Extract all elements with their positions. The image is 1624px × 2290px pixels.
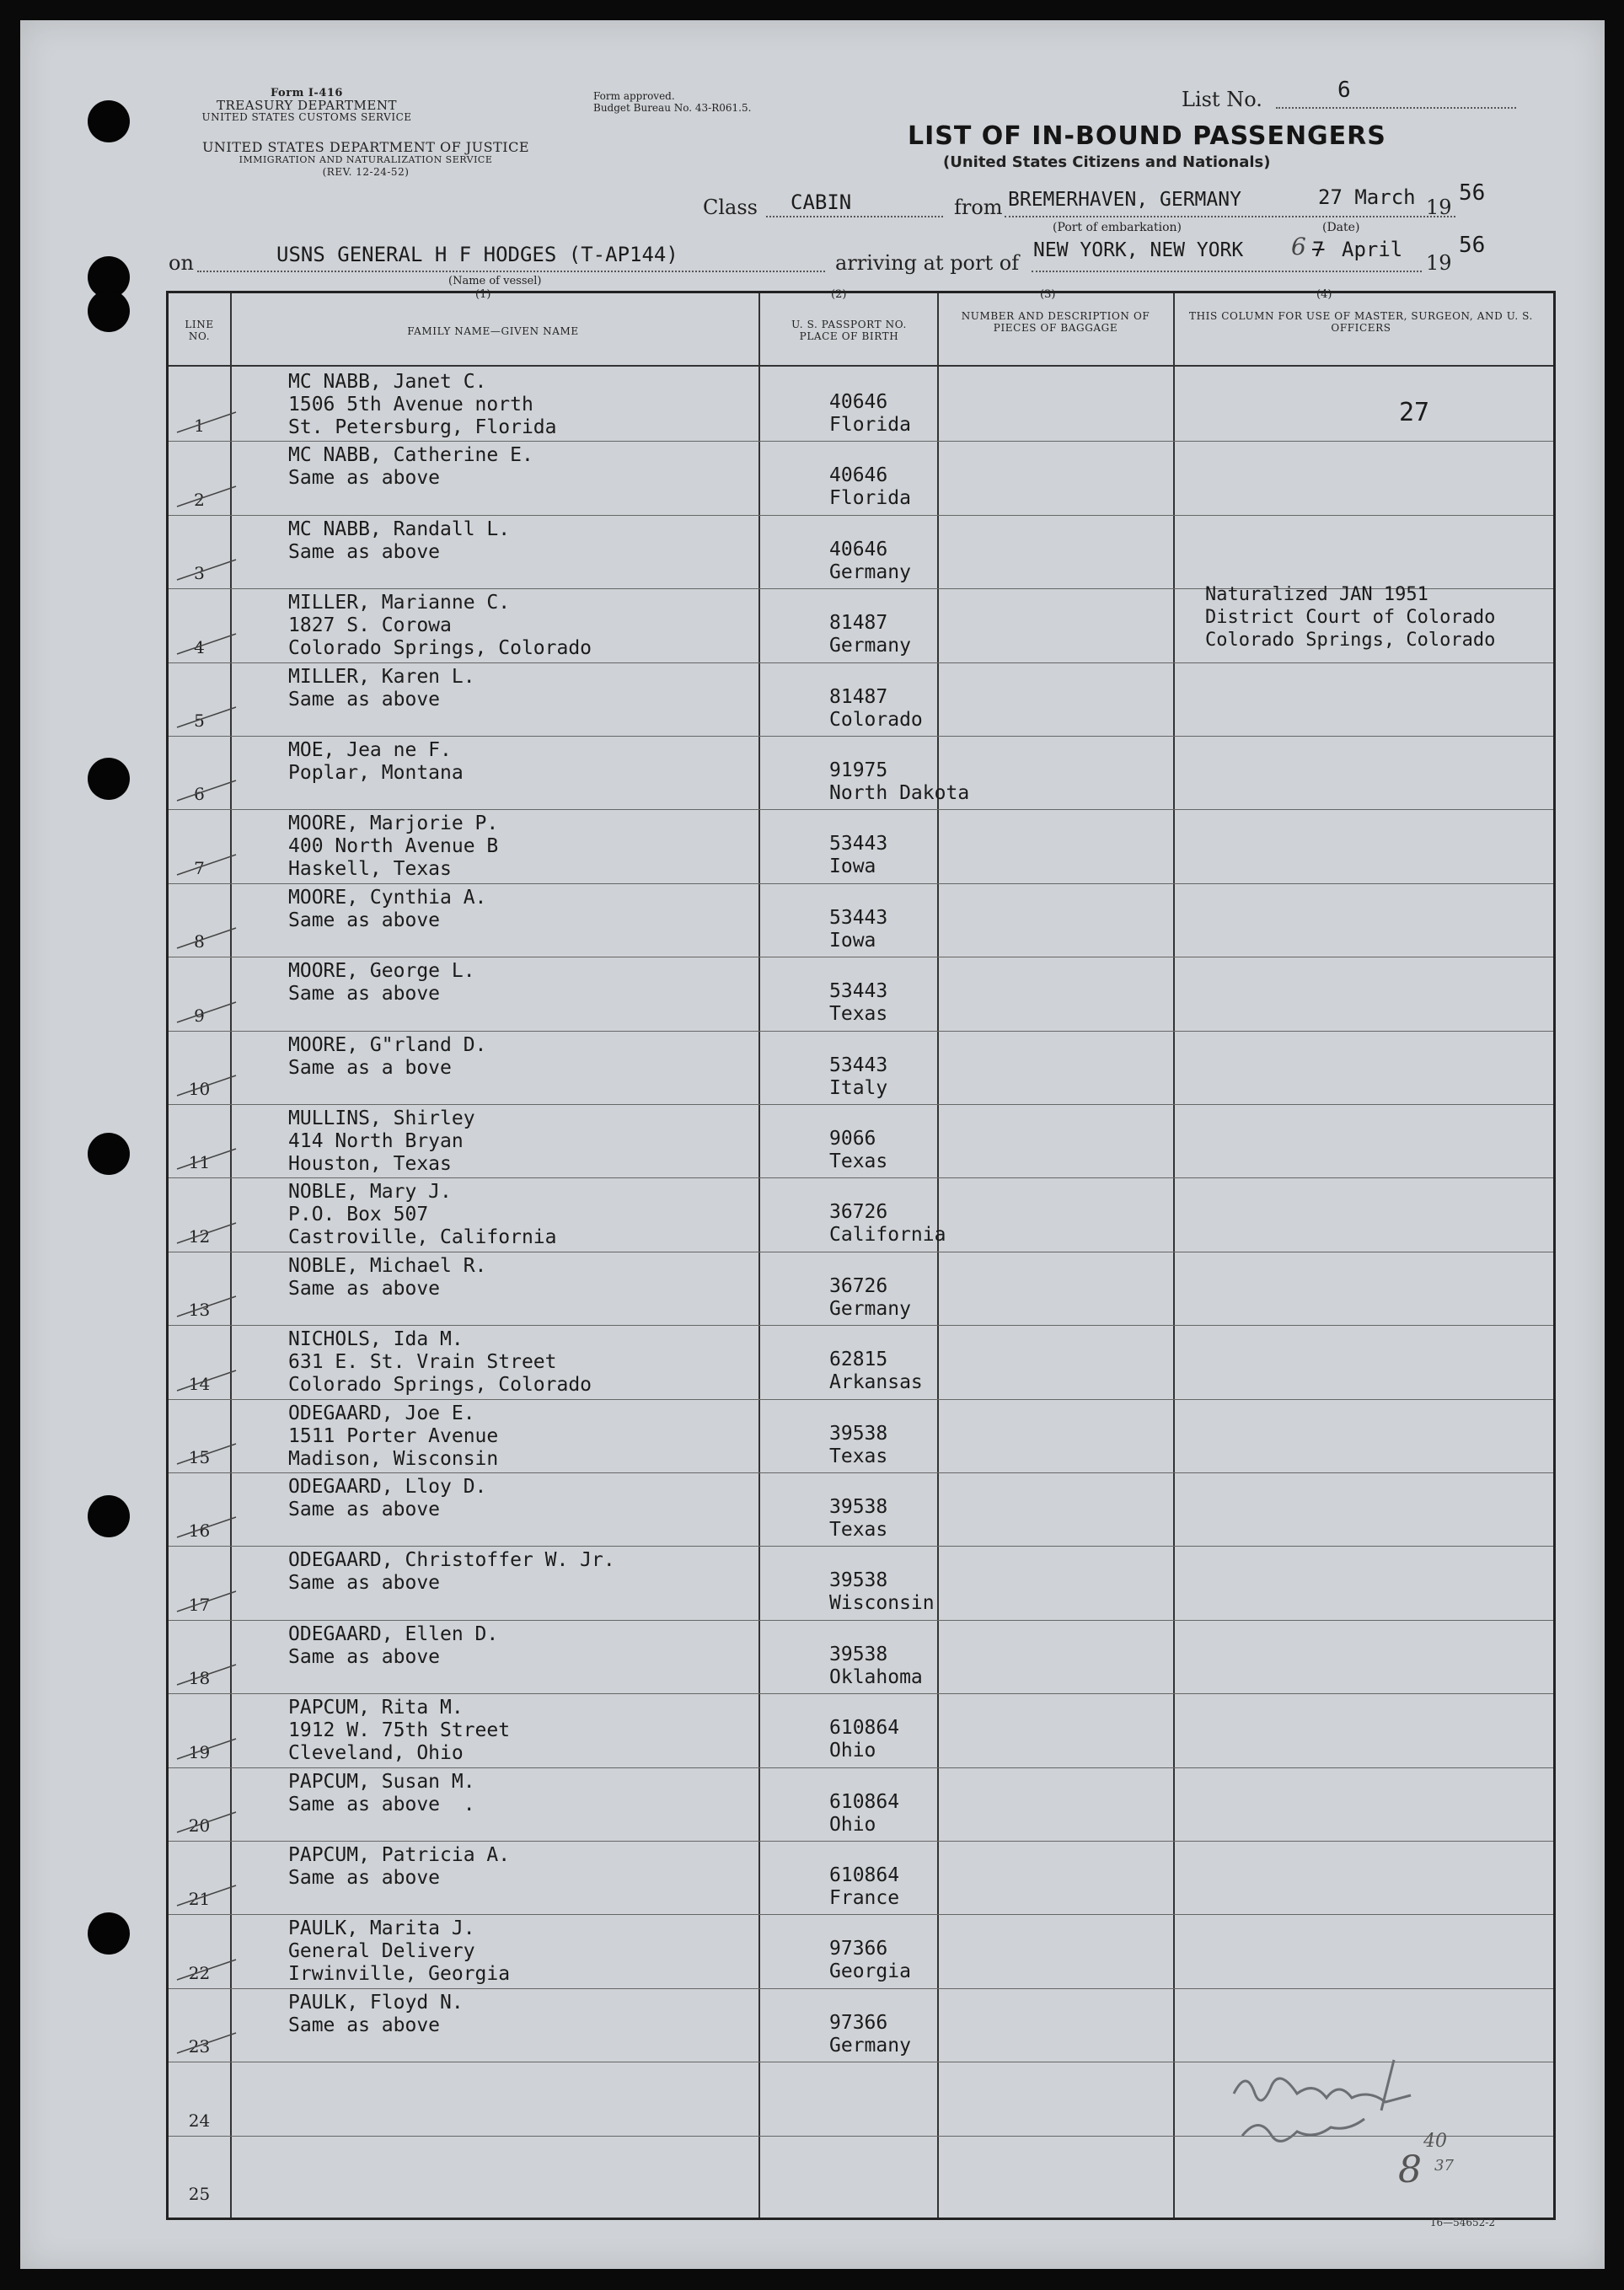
row-rule [169,1546,1553,1547]
col-header-passport: U. S. PASSPORT NO. PLACE OF BIRTH [791,319,907,342]
passport-birthplace [829,1128,887,1173]
check-tick [173,1805,240,1839]
place-of-birth: Ohio [829,1813,876,1836]
passenger-address-line: Colorado Springs, Colorado [288,1374,592,1397]
passenger-address-line: 1511 Porter Avenue [288,1424,499,1447]
passport-number: 610864 [829,1717,900,1740]
passenger-name-address [288,518,510,564]
col-caption-1: (1) [475,288,491,301]
list-no-label: List No. [1182,88,1262,111]
punch-hole [88,1495,130,1537]
passenger-address-line: Cleveland, Ohio [288,1742,464,1765]
line-number: 25 [188,2184,211,2204]
vessel-name: USNS GENERAL H F HODGES (T-AP144) [276,243,678,266]
passenger-address-line: 1827 S. Corowa [288,614,452,637]
header-rule [169,365,1553,367]
check-tick [173,480,240,513]
passenger-name-address [288,887,486,932]
passport-birthplace [829,1791,899,1837]
passenger-name-address [288,1255,486,1301]
row-rule [169,1767,1553,1768]
passport-number: 39538 [829,1422,888,1445]
place-of-birth: Germany [829,635,911,657]
passenger-name-address [288,1992,464,2037]
passport-number: 610864 [829,1790,900,1813]
passenger-name-address [288,1476,486,1521]
row-rule [169,1472,1553,1473]
passenger-name: MOE, Jea ne F. [288,739,452,761]
passenger-name-address [288,1697,510,1765]
passenger-name: MC NABB, Janet C. [288,371,487,393]
passenger-name: PAPCUM, Patricia A. [288,1844,511,1866]
place-of-birth: Germany [829,2034,911,2057]
arrival-day-struck: 7 [1312,238,1325,261]
line-number: 5 [194,711,205,731]
place-of-birth: Iowa [829,855,876,878]
approval-block [593,90,751,114]
check-tick [173,1216,240,1250]
arrival-day-handwritten: 6 [1291,233,1306,260]
passenger-address-line: Poplar, Montana [288,762,464,784]
place-of-birth: Colorado [829,708,923,731]
passenger-address-line: Houston, Texas [288,1153,452,1175]
passport-number: 36726 [829,1274,888,1297]
line-number: 1 [194,416,205,437]
passenger-address-line: Same as above . [288,1793,475,1815]
passport-birthplace [829,1423,887,1468]
passport-birthplace [829,1275,911,1321]
passenger-address-line: Irwinville, Georgia [288,1963,511,1986]
passenger-address-line: P.O. Box 507 [288,1204,429,1226]
col-header-officers: THIS COLUMN FOR USE OF MASTER, SURGEON, AND U. S. OFFICERS [1189,310,1533,334]
arriving-label: arriving at port of [835,251,1020,275]
arrival-year: 56 [1459,233,1486,258]
customs: UNITED STATES CUSTOMS SERVICE [201,111,412,123]
punch-hole [88,1912,130,1955]
passport-birthplace [829,1717,899,1762]
place-of-birth: Italy [829,1076,888,1099]
check-tick [173,1142,240,1176]
col-caption-4: (4) [1316,288,1332,301]
row-rule [169,736,1553,737]
arrival-port: NEW YORK, NEW YORK [1033,239,1244,261]
passenger-name-address [288,1402,498,1471]
passport-birthplace [829,612,911,657]
tally-top: 40 [1423,2131,1447,2152]
list-no-line [1276,107,1516,109]
passenger-name: PAULK, Floyd N. [288,1991,464,2014]
row-rule [169,662,1553,663]
passenger-name-address [288,592,592,660]
passport-birthplace [829,391,911,437]
passenger-address-line: Colorado Springs, Colorado [288,637,592,660]
port-of-embarkation-caption: (Port of embarkation) [1053,221,1182,234]
department: TREASURY DEPARTMENT [217,98,397,113]
check-tick [173,921,240,955]
budget: Budget Bureau No. 43-R061.5. [593,102,752,114]
passport-number: 39538 [829,1496,888,1518]
passenger-name-address [288,1549,615,1595]
passenger-address-line: Same as above [288,909,441,931]
place-of-birth: Germany [829,1297,911,1320]
row-rule [169,1841,1553,1842]
place-of-birth: France [829,1887,900,1909]
passenger-name-address [288,739,464,785]
passenger-name: ODEGAARD, Christoffer W. Jr. [288,1549,615,1572]
col-header-line: LINE NO. [185,319,214,342]
officer-remark: Naturalized JAN 1951 District Court of Colorado Colorado Springs, Colorado [1205,584,1496,652]
passenger-name: PAPCUM, Susan M. [288,1770,475,1793]
check-tick [173,1069,240,1102]
date-caption: (Date) [1322,221,1360,234]
check-tick [173,1879,240,1912]
passenger-table [166,291,1556,2220]
passenger-name-address [288,444,533,490]
class-label: Class [703,196,758,219]
passport-number: 53443 [829,906,888,929]
passenger-name: MC NABB, Catherine E. [288,444,533,467]
passport-number: 40646 [829,464,888,487]
col-caption-2: (2) [831,288,847,301]
place-of-birth: Texas [829,1445,888,1467]
from-label: from [954,196,1003,219]
punch-hole [88,290,130,332]
check-tick [173,1585,240,1618]
row-rule [169,883,1553,884]
check-tick [173,1510,240,1544]
passenger-name: NOBLE, Mary J. [288,1181,452,1204]
passport-number: 53443 [829,1054,888,1076]
line-number: 13 [188,1300,211,1321]
form-id-block [172,88,442,123]
row-rule [169,1988,1553,1989]
embark-year: 56 [1459,180,1486,206]
check-tick [173,1658,240,1692]
passenger-address-line: Same as above [288,688,441,711]
officer-remark: 27 [1399,398,1430,427]
passport-birthplace [829,1864,899,1910]
passport-birthplace [829,833,887,878]
passenger-address-line: Same as above [288,467,441,490]
passport-number: 610864 [829,1864,900,1886]
passenger-address-line: Madison, Wisconsin [288,1447,499,1470]
form-number: Form I-416 [271,87,343,99]
check-tick [173,1364,240,1397]
punch-hole [88,758,130,800]
row-rule [169,441,1553,442]
passenger-name-address [288,1771,475,1816]
passenger-name-address [288,1844,510,1890]
place-of-birth: Georgia [829,1960,911,1983]
row-rule [169,515,1553,516]
passport-number: 36726 [829,1201,888,1224]
check-tick [173,2026,240,2060]
passenger-name: ODEGAARD, Ellen D. [288,1622,499,1645]
line-number: 7 [194,857,205,878]
passenger-address-line: 631 E. St. Vrain Street [288,1351,557,1374]
passport-number: 97366 [829,1938,888,1960]
col-header-name: FAMILY NAME—GIVEN NAME [407,325,579,337]
passenger-name: ODEGAARD, Lloy D. [288,1476,487,1498]
passport-number: 62815 [829,1349,888,1371]
line-number: 19 [188,1741,211,1762]
line-number: 17 [188,1594,211,1615]
subtitle: (United States Citizens and Nationals) [943,153,1271,171]
passenger-name: PAPCUM, Rita M. [288,1697,464,1719]
passenger-name: MILLER, Karen L. [288,665,475,688]
row-rule [169,1914,1553,1915]
line-number: 14 [188,1373,211,1394]
passport-number: 53443 [829,833,888,855]
passenger-address-line: 1506 5th Avenue north [288,394,533,416]
line-number: 3 [194,563,205,584]
place-of-birth: Oklahoma [829,1665,923,1688]
place-of-birth: North Dakota [829,782,970,804]
line-number: 23 [188,2036,211,2057]
place-of-birth: Germany [829,560,911,583]
passport-number: 97366 [829,2011,888,2034]
passport-birthplace [829,464,911,510]
approved: Form approved. [593,90,675,102]
embark-date: 27 March [1318,185,1416,209]
passport-birthplace [829,1938,911,1983]
line-number: 24 [188,2110,211,2131]
check-tick [173,405,240,439]
from-line [1005,216,1455,217]
check-tick [173,1732,240,1766]
passenger-address-line: Same as above [288,1572,441,1595]
passenger-address-line: Same as above [288,1867,441,1889]
passport-birthplace [829,1496,887,1542]
passenger-address-line: Castroville, California [288,1226,557,1249]
passport-number: 39538 [829,1569,888,1592]
passenger-name-address [288,1917,510,1986]
check-tick [173,848,240,882]
passenger-name: ODEGAARD, Joe E. [288,1402,475,1424]
passport-birthplace [829,1201,946,1247]
place-of-birth: Texas [829,1150,888,1172]
row-rule [169,1620,1553,1621]
list-no-value: 6 [1337,78,1351,103]
passenger-name-address [288,812,498,881]
passenger-address-line: Same as above [288,540,441,563]
arrival-month: April [1342,238,1403,261]
passenger-name-address [288,1623,498,1669]
check-tick [173,774,240,807]
line-number: 4 [194,636,205,657]
passenger-name: MOORE, Cynthia A. [288,886,487,909]
line-number: 12 [188,1225,211,1247]
row-rule [169,1177,1553,1178]
passenger-name: MOORE, George L. [288,960,475,983]
passenger-address-line: 414 North Bryan [288,1130,464,1152]
passport-number: 91975 [829,759,888,781]
passport-birthplace [829,759,969,805]
col-header-baggage: NUMBER AND DESCRIPTION OF PIECES OF BAGGAGE [961,310,1150,334]
passenger-name-address [288,371,557,439]
passenger-address-line: St. Petersburg, Florida [288,416,557,438]
check-tick [173,1953,240,1987]
check-tick [173,995,240,1029]
col-divider [1173,293,1175,2218]
passenger-name-address [288,1034,486,1080]
passport-number: 39538 [829,1643,888,1665]
passenger-address-line: Same as above [288,2014,441,2036]
passport-number: 9066 [829,1128,876,1150]
passport-number: 40646 [829,538,888,560]
year-prefix: 19 [1426,196,1452,219]
tally-bottom: 8 [1398,2148,1422,2191]
line-number: 21 [188,1889,211,1910]
officer-signature [1217,2043,1495,2212]
passport-birthplace [829,907,887,952]
passport-birthplace [829,980,887,1026]
passport-birthplace [829,2012,911,2057]
passenger-name: NOBLE, Michael R. [288,1254,487,1277]
year-prefix-2: 19 [1426,251,1452,275]
passenger-name: MC NABB, Randall L. [288,518,511,540]
place-of-birth: Ohio [829,1740,876,1762]
passenger-name: MILLER, Marianne C. [288,592,511,614]
line-number: 16 [188,1520,211,1542]
passenger-address-line: 1912 W. 75th Street [288,1719,511,1742]
passenger-address-line: Same as above [288,1499,441,1520]
passenger-address-line: Same as a bove [288,1056,452,1079]
justice: UNITED STATES DEPARTMENT OF JUSTICE [201,139,530,155]
passenger-address-line: Same as above [288,983,441,1006]
from-value: BREMERHAVEN, GERMANY [1008,189,1241,211]
vessel-line [197,271,825,272]
row-rule [169,1693,1553,1694]
passenger-address-line: Haskell, Texas [288,858,452,881]
line-number: 2 [194,489,205,510]
col-divider [758,293,760,2218]
arrival-line [1032,271,1422,272]
row-rule [169,1399,1553,1400]
passenger-name: MULLINS, Shirley [288,1107,475,1129]
row-rule [169,1325,1553,1326]
line-number: 11 [188,1152,211,1173]
line-number: 15 [188,1447,211,1467]
passport-number: 81487 [829,612,888,635]
place-of-birth: Texas [829,1003,888,1026]
passport-birthplace [829,686,923,732]
ins: IMMIGRATION AND NATURALIZATION SERVICE [239,154,493,165]
place-of-birth: California [829,1224,946,1247]
place-of-birth: Texas [829,1519,888,1541]
class-line [766,216,943,217]
row-rule [169,1104,1553,1105]
justice-block [147,141,585,179]
check-tick [173,627,240,661]
tally-side: 37 [1434,2157,1454,2175]
check-tick [173,553,240,587]
passenger-name-address [288,1328,592,1397]
line-number: 6 [194,784,205,805]
passenger-name-address [288,666,475,711]
line-number: 10 [188,1079,211,1099]
class-value: CABIN [791,190,852,214]
place-of-birth: Iowa [829,929,876,952]
punch-hole [88,1133,130,1175]
line-number: 22 [188,1962,211,1983]
place-of-birth: Arkansas [829,1371,923,1394]
passenger-name-address [288,960,475,1006]
check-tick [173,1290,240,1323]
passenger-address-line: Same as above [288,1645,441,1668]
passenger-address-line: Same as above [288,1277,441,1300]
vessel-caption: (Name of vessel) [448,275,542,287]
check-tick [173,700,240,734]
passenger-name: MOORE, Marjorie P. [288,812,499,835]
col-divider [937,293,939,2218]
check-tick [173,1437,240,1471]
passport-number: 81487 [829,685,888,708]
revision: (REV. 12-24-52) [322,166,410,178]
passenger-name-address [288,1107,475,1176]
passenger-address-line: General Delivery [288,1940,475,1963]
line-number: 8 [194,931,205,952]
passport-birthplace [829,539,911,584]
place-of-birth: Wisconsin [829,1592,935,1615]
passenger-address-line: 400 North Avenue B [288,835,499,858]
line-number: 9 [194,1005,205,1026]
row-rule [169,1031,1553,1032]
passport-birthplace [829,1349,923,1394]
passenger-name: MOORE, G"rland D. [288,1033,487,1056]
place-of-birth: Florida [829,487,911,510]
passport-birthplace [829,1569,935,1615]
row-rule [169,809,1553,810]
punch-hole [88,100,130,142]
on-label: on [169,251,194,275]
passport-birthplace [829,1644,923,1689]
passenger-name-address [288,1181,557,1249]
page-title: LIST OF IN-BOUND PASSENGERS [908,121,1386,151]
place-of-birth: Florida [829,414,911,436]
line-number: 18 [188,1668,211,1689]
passenger-name: PAULK, Marita J. [288,1917,475,1940]
passport-number: 40646 [829,391,888,413]
passport-birthplace [829,1054,887,1100]
passenger-name: NICHOLS, Ida M. [288,1328,464,1351]
passport-number: 53443 [829,980,888,1003]
form-footer: 16—54652-2 [1429,2217,1495,2228]
document-page [20,20,1605,2269]
col-caption-3: (3) [1040,288,1056,301]
line-number: 20 [188,1815,211,1836]
